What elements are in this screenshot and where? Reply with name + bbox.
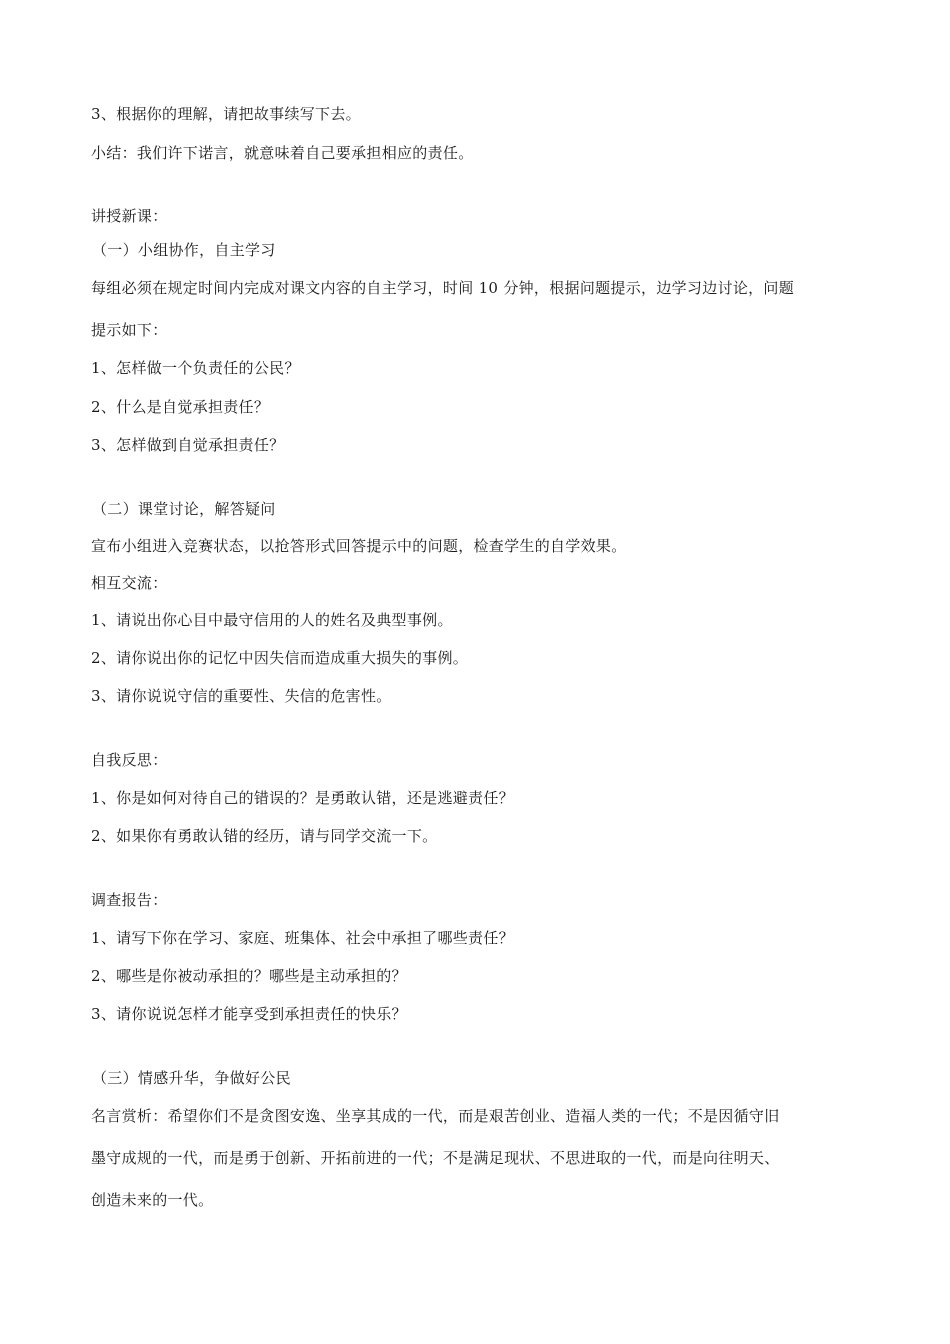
exchange-item-2: 2、请你说出你的记忆中因失信而造成重大损失的事例。 <box>91 649 469 667</box>
part1-desc-line1: 每组必须在规定时间内完成对课文内容的自主学习，时间 10 分钟，根据问题提示，边学习边讨论，问题 <box>91 279 795 297</box>
reflection-item-2: 2、如果你有勇敢认错的经历，请与同学交流一下。 <box>91 827 438 845</box>
exchange-heading: 相互交流： <box>91 574 168 592</box>
survey-item-1: 1、请写下你在学习、家庭、班集体、社会中承担了哪些责任？ <box>91 929 514 947</box>
exchange-item-3: 3、请你说说守信的重要性、失信的危害性。 <box>91 687 392 705</box>
quote-line-2: 墨守成规的一代，而是勇于创新、开拓前进的一代；不是满足现状、不思进取的一代，而是向往明天、 <box>91 1149 780 1167</box>
survey-item-3: 3、请你说说怎样才能享受到承担责任的快乐？ <box>91 1005 407 1023</box>
part3-title: （三）情感升华，争做好公民 <box>92 1069 291 1087</box>
part1-question-2: 2、什么是自觉承担责任？ <box>91 398 270 416</box>
part1-question-1: 1、怎样做一个负责任的公民？ <box>91 359 300 377</box>
quote-line-3: 创造未来的一代。 <box>91 1191 214 1209</box>
new-lesson-heading: 讲授新课： <box>91 207 168 225</box>
intro-item-3: 3、根据你的理解，请把故事续写下去。 <box>91 105 361 123</box>
exchange-item-1: 1、请说出你心目中最守信用的人的姓名及典型事例。 <box>91 611 453 629</box>
survey-heading: 调查报告： <box>91 891 168 909</box>
survey-item-2: 2、哪些是你被动承担的？哪些是主动承担的？ <box>91 967 407 985</box>
summary-text: 小结：我们许下诺言，就意味着自己要承担相应的责任。 <box>91 144 474 162</box>
part2-desc: 宣布小组进入竞赛状态，以抢答形式回答提示中的问题，检查学生的自学效果。 <box>91 537 627 555</box>
part1-desc-line2: 提示如下： <box>91 321 168 339</box>
part2-title: （二）课堂讨论，解答疑问 <box>92 500 276 518</box>
quote-line-1: 名言赏析：希望你们不是贪图安逸、坐享其成的一代，而是艰苦创业、造福人类的一代；不是因循守旧 <box>91 1107 780 1125</box>
part1-title: （一）小组协作，自主学习 <box>92 241 276 259</box>
reflection-heading: 自我反思： <box>91 751 168 769</box>
reflection-item-1: 1、你是如何对待自己的错误的？是勇敢认错，还是逃避责任？ <box>91 789 514 807</box>
part1-question-3: 3、怎样做到自觉承担责任？ <box>91 436 285 454</box>
